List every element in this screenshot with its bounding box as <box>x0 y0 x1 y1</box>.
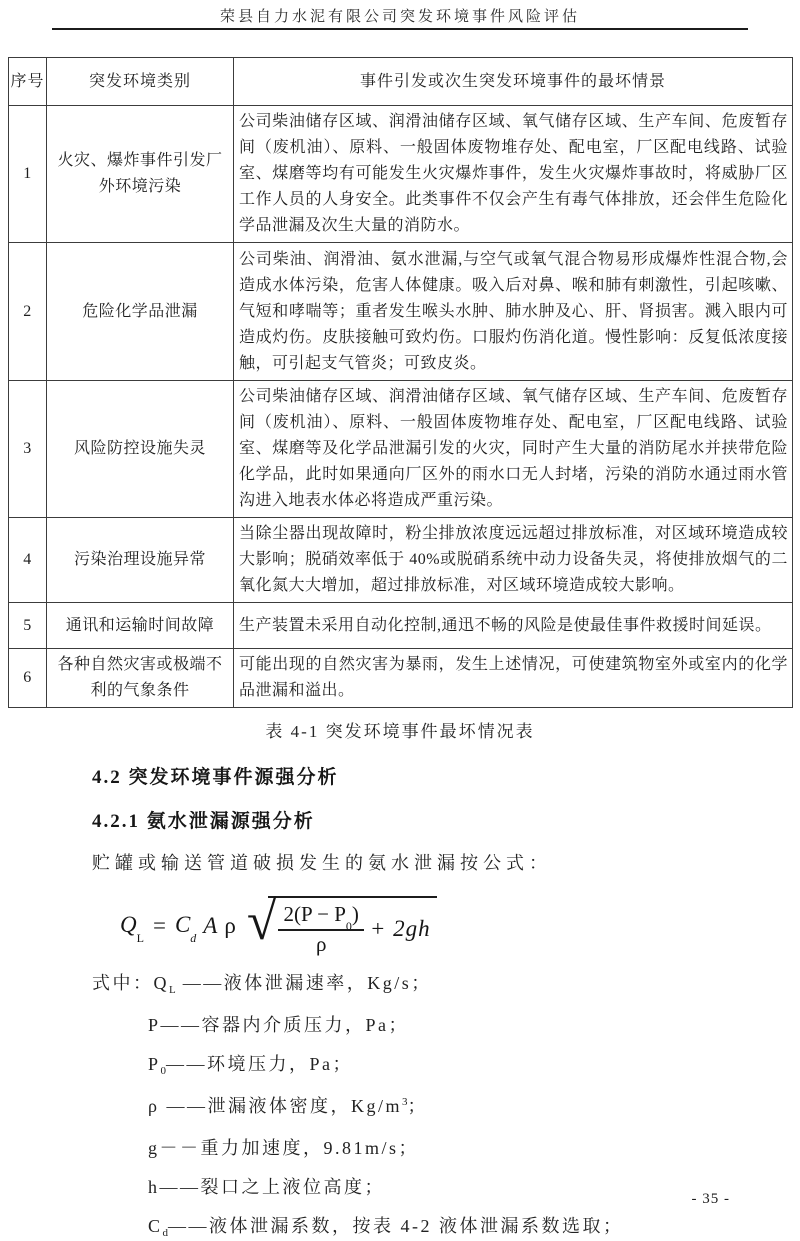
column-header: 事件引发或次生突发环境事件的最坏情景 <box>234 58 793 106</box>
formula-tail: + 2gh <box>369 916 431 941</box>
formula-term: $P_0——$环境压力，Pa； <box>148 1054 354 1077</box>
row-category: 通讯和运输时间故障 <box>47 603 234 649</box>
row-scenario: 可能出现的自然灾害为暴雨，发生上述情况，可使建筑物室外或室内的化学品泄漏和溢出。 <box>234 649 793 708</box>
radical-sign-icon: √ <box>246 890 277 951</box>
row-scenario: 公司柴油、润滑油、氨水泄漏,与空气或氧气混合物易形成爆炸性混合物,会造成水体污染，危害人体健康。吸入后对鼻、喉和肺有刺激性，引起咳嗽、气短和哮喘等；重者发生喉头水肿、肺水肿及心、肝、肾损害。溅入眼内可造成灼伤。皮肤接触可致灼伤。口服灼伤消化道。慢性影响：反复低浓度接触，可引起支气管炎；可致皮炎。 <box>234 243 793 381</box>
table-header-row <box>9 58 793 106</box>
row-number: 3 <box>9 381 47 518</box>
row-category: 污染治理设施异常 <box>47 518 234 603</box>
row-category: 火灾、爆炸事件引发厂外环境污染 <box>47 106 234 243</box>
table-row <box>9 603 793 649</box>
row-category: 危险化学品泄漏 <box>47 243 234 381</box>
page-number: - 35 - <box>691 1191 730 1207</box>
row-number: 1 <box>9 106 47 243</box>
radical-body <box>268 896 436 956</box>
intro-paragraph: 贮罐或输送管道破损发生的氨水泄漏按公式： <box>92 853 552 873</box>
column-header: 突发环境类别 <box>47 58 234 106</box>
column-header: 序号 <box>9 58 47 106</box>
row-number: 2 <box>9 243 47 381</box>
formula-term: 式中：$Q_L$ ——液体泄漏速率，Kg/s； <box>92 973 432 996</box>
table-row <box>9 649 793 708</box>
row-number: 4 <box>9 518 47 603</box>
section-content <box>0 762 800 1241</box>
formula-term: ρ ——泄漏液体密度，$Kg/m^3$； <box>148 1096 428 1116</box>
header-divider <box>52 28 748 30</box>
formula-term: P——容器内介质压力，Pa； <box>148 1015 410 1035</box>
table-row <box>9 518 793 603</box>
table-row <box>9 243 793 381</box>
row-scenario: 公司柴油储存区域、润滑油储存区域、氧气储存区域、生产车间、危废暂存间（废机油）、原料、一般固体废物堆存处、配电室，厂区配电线路、试验室、煤磨等及化学品泄漏引发的火灾，同时产生大量的消防尾水并挟带危险化学品，此时如果通向厂区外的雨水口无人封堵，污染的消防水通过雨水管沟进入地表水体必将造成严重污染。 <box>234 381 793 518</box>
formula-term: g－－重力加速度，9.81m/s； <box>148 1138 420 1158</box>
formula-q: $Q_L$ <box>120 912 144 945</box>
formula-area: A <box>203 913 218 938</box>
row-number: 5 <box>9 603 47 649</box>
table-caption: 表 4-1 突发环境事件最坏情况表 <box>265 722 535 741</box>
row-category: 各种自然灾害或极端不利的气象条件 <box>47 649 234 708</box>
row-scenario: 公司柴油储存区域、润滑油储存区域、氧气储存区域、生产车间、危废暂存间（废机油）、原料、一般固体废物堆存处、配电室，厂区配电线路、试验室、煤磨等均有可能发生火灾爆炸事件，发生火灾爆炸事故时，将威胁厂区工作人员的人身安全。此类事件不仅会产生有毒气体排放，还会伴生危险化学品泄漏及次生大量的消防水。 <box>234 106 793 243</box>
table-row <box>9 106 793 243</box>
equals-sign: = <box>152 913 166 938</box>
worst-case-table <box>8 57 793 708</box>
leak-rate-formula <box>120 890 740 957</box>
formula-term: $C_d——$液体泄漏系数，按表 4-2 液体泄漏系数选取； <box>148 1216 624 1239</box>
fraction-numerator: $2(P - P_0)$ <box>278 902 363 931</box>
table-row <box>9 381 793 518</box>
table-body <box>9 106 793 708</box>
heading-4-2-1: 4.2.1 氨水泄漏源强分析 <box>92 811 315 832</box>
terms-list <box>92 971 740 1241</box>
row-scenario: 生产装置未采用自动化控制,通迅不畅的风险是使最佳事件救援时间延误。 <box>234 603 793 649</box>
row-scenario: 当除尘器出现故障时，粉尘排放浓度远远超过排放标准，对区域环境造成较大影响；脱硝效率低于 40%或脱硝系统中动力设备失灵，将使排放烟气的二氧化氮大大增加，超过排放标准，对区域环境造成较大影响。 <box>234 518 793 603</box>
formula-cd: $C_d$ <box>174 912 197 945</box>
row-number: 6 <box>9 649 47 708</box>
fraction <box>278 902 363 956</box>
radical-expression <box>246 890 437 957</box>
running-header-title: 荣县自力水泥有限公司突发环境事件风险评估 <box>219 9 580 25</box>
formula-term: h——裂口之上液位高度； <box>148 1177 385 1197</box>
formula-rho: ρ <box>224 913 236 938</box>
row-category: 风险防控设施失灵 <box>47 381 234 518</box>
fraction-denominator: ρ <box>315 932 327 957</box>
heading-4-2: 4.2 突发环境事件源强分析 <box>92 767 339 788</box>
